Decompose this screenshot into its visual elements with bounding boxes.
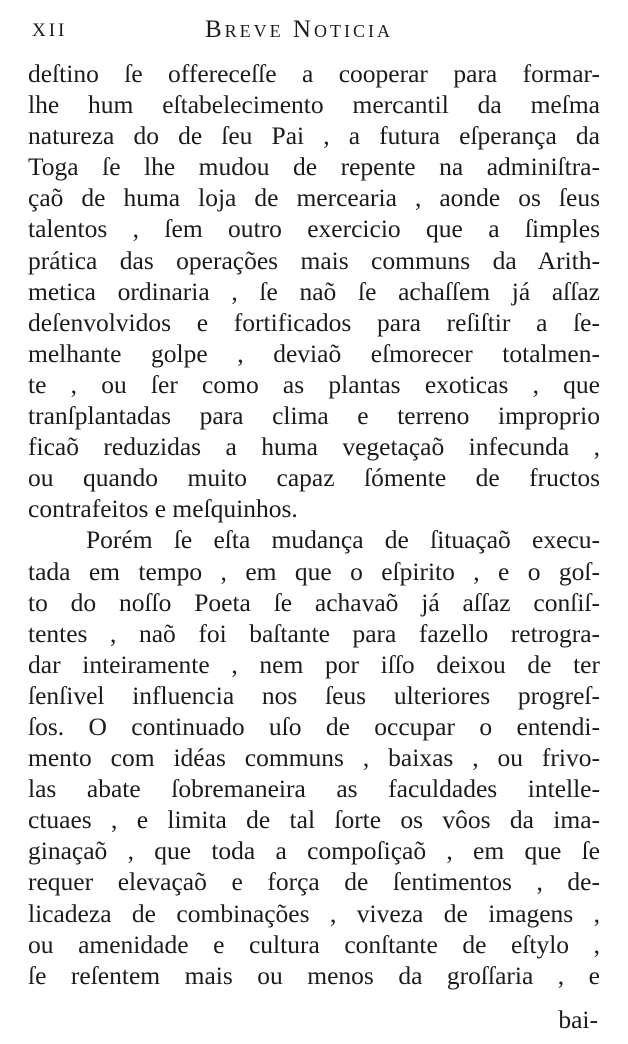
running-head bbox=[0, 14, 628, 54]
text-line: ſos. O continuado uſo de occupar o entendi- bbox=[28, 711, 600, 741]
text-line: ou amenidade e cultura conſtante de eſtylo , bbox=[28, 929, 600, 959]
text-line: lhe hum eſtabelecimento mercantil da meſma bbox=[28, 90, 600, 120]
paragraph-start-line: Porém ſe eſta mudança de ſituaçaõ execu- bbox=[86, 525, 600, 555]
text-line: ou quando muito capaz ſómente de fructos bbox=[28, 463, 600, 493]
text-line: metica ordinaria , ſe naõ ſe achaſſem já aſſaz bbox=[28, 276, 600, 306]
running-title: Breve Noticia bbox=[205, 16, 393, 43]
text-line: te , ou ſer como as plantas exoticas , que bbox=[28, 369, 600, 399]
text-line: deſenvolvidos e fortificados para reſiſtir a ſe- bbox=[28, 307, 600, 337]
page-number: XII bbox=[32, 20, 68, 41]
text-line: licadeza de combinações , viveza de imagens , bbox=[28, 898, 600, 928]
catchword: bai- bbox=[558, 1005, 598, 1034]
text-line: mento com idéas communs , baixas , ou frivo- bbox=[28, 743, 600, 773]
text-line: ficaõ reduzidas a huma vegetaçaõ infecunda , bbox=[28, 432, 600, 462]
text-line: natureza do de ſeu Pai , a futura eſperança da bbox=[28, 121, 600, 151]
text-line: dar inteiramente , nem por iſſo deixou de ter bbox=[28, 649, 600, 679]
text-line: ctuaes , e limita de tal ſorte os vôos da ima- bbox=[28, 805, 600, 835]
text-line: tentes , naõ foi baſtante para fazello retrogra- bbox=[28, 618, 600, 648]
paragraph-end-line: contrafeitos e meſquinhos. bbox=[28, 494, 298, 524]
text-line: to do noſſo Poeta ſe achavaõ já aſſaz conſiſ- bbox=[28, 587, 600, 617]
text-line: tranſplantadas para clima e terreno improprio bbox=[28, 401, 600, 431]
text-line: ſe reſentem mais ou menos da groſſaria , e bbox=[28, 960, 600, 990]
text-line: ginaçaõ , que toda a compoſiçaõ , em que ſe bbox=[28, 836, 600, 866]
text-line: deſtino ſe offereceſſe a cooperar para formar- bbox=[28, 59, 600, 88]
text-line: melhante golpe , deviaõ eſmorecer totalmen- bbox=[28, 338, 600, 368]
text-line: ſenſivel influencia nos ſeus ulteriores progreſ- bbox=[28, 680, 600, 710]
text-line: las abate ſobremaneira as faculdades intelle- bbox=[28, 774, 600, 804]
text-line: Toga ſe lhe mudou de repente na adminiſtra- bbox=[28, 152, 600, 182]
text-line: prática das operações mais communs da Arith- bbox=[28, 245, 600, 275]
text-line: çaõ de huma loja de mercearia , aonde os ſeus bbox=[28, 183, 600, 213]
text-line: tada em tempo , em que o eſpirito , e o goſ- bbox=[28, 556, 600, 586]
text-line: talentos , ſem outro exercicio que a ſimples bbox=[28, 214, 600, 244]
text-line: requer elevaçaõ e força de ſentimentos , de- bbox=[28, 867, 600, 897]
body-text bbox=[28, 58, 600, 991]
